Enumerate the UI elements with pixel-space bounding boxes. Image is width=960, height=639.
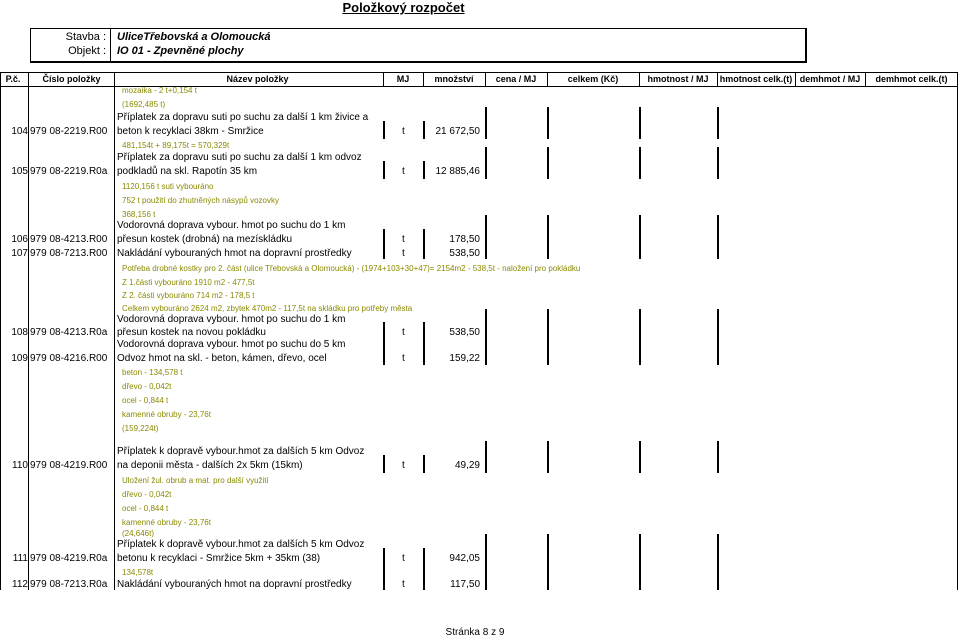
item-number: 112 xyxy=(12,579,28,590)
note: 752 t použití do zhutněných násypů vozovky xyxy=(122,196,279,205)
note: mozaika - 2 t+0,154 t xyxy=(122,86,197,95)
col-hmotnost-mj: hmotnost / MJ xyxy=(647,74,709,84)
item-name: Nakládání vybouraných hmot na dopravní prostředky xyxy=(117,248,352,259)
note: Celkem vybouráno 2624 m2, zbytek 470m2 - 117,5t na skládku pro potřeby města xyxy=(122,304,413,313)
col-cena-mj: cena / MJ xyxy=(495,74,537,84)
col-celkem: celkem (Kč) xyxy=(567,74,619,84)
item-unit: t xyxy=(402,234,405,245)
col-pc: P.č. xyxy=(5,74,21,84)
col-demhmot-mj: demhmot / MJ xyxy=(799,74,861,84)
item-quantity: 942,05 xyxy=(449,553,480,564)
item-name: Příplatek za dopravu suti po suchu za další 1 km odvoz xyxy=(117,152,362,163)
note: Uložení žul. obrub a mat. pro další využití xyxy=(122,476,269,485)
item-code: 979 08-7213.R0a xyxy=(30,579,108,590)
stavba-value: UliceTřebovská a Olomoucká xyxy=(117,31,271,43)
item-quantity: 49,29 xyxy=(454,460,480,471)
item-quantity: 159,22 xyxy=(449,353,480,364)
item-name: Vodorovná doprava vybour. hmot po suchu do 5 km xyxy=(117,339,346,350)
note: (24,646t) xyxy=(122,529,155,538)
col-cislo-polozky: Číslo položky xyxy=(42,74,101,84)
note: 481,154t + 89,175t = 570,329t xyxy=(122,141,230,150)
item-code: 979 08-4213.R00 xyxy=(30,234,108,245)
note: beton - 134,578 t xyxy=(122,368,183,377)
item-quantity: 538,50 xyxy=(449,248,480,259)
note: kamenné obruby - 23,76t xyxy=(122,410,211,419)
item-quantity: 117,50 xyxy=(450,579,480,590)
note: (159,224t) xyxy=(122,424,159,433)
item-unit: t xyxy=(402,248,405,259)
item-name: Odvoz hmot na skl. - beton, kámen, dřevo, ocel xyxy=(117,353,327,364)
item-unit: t xyxy=(402,327,405,338)
page-title: Položkový rozpočet xyxy=(342,0,465,15)
item-name: Vodorovná doprava vybour. hmot po suchu do 1 km xyxy=(117,220,346,231)
item-name: beton k recyklaci 38km - Smržice xyxy=(117,126,264,137)
item-number: 106 xyxy=(11,234,28,245)
item-name: přesun kostek (drobná) na mezískládku xyxy=(117,234,293,245)
note: 368,156 t xyxy=(122,210,156,219)
item-unit: t xyxy=(402,460,405,471)
note: Potřeba drobné kostky pro 2. část (ulice Třebovská a Olomoucká) - (1974+103+30+47)= 2154m2 - 538,5t - naložení pro pokládku xyxy=(122,264,581,273)
item-quantity: 178,50 xyxy=(449,234,480,245)
col-mnozstvi: množství xyxy=(434,74,474,84)
item-unit: t xyxy=(402,579,405,590)
stavba-label: Stavba : xyxy=(65,31,106,43)
note: ocel - 0,844 t xyxy=(122,504,169,513)
note: (1692,485 t) xyxy=(122,100,166,109)
item-number: 110 xyxy=(12,460,28,471)
item-name: přesun kostek na novou pokládku xyxy=(117,327,266,338)
item-quantity: 538,50 xyxy=(449,327,480,338)
item-name: podkladů na skl. Rapotín 35 km xyxy=(117,166,258,177)
item-number: 108 xyxy=(11,327,28,338)
note: dřevo - 0,042t xyxy=(122,382,172,391)
item-number: 104 xyxy=(11,126,28,137)
note: kamenné obruby - 23,76t xyxy=(122,518,211,527)
column-header-row xyxy=(0,72,958,87)
note: 134,578t xyxy=(122,568,154,577)
item-number: 107 xyxy=(11,248,28,259)
note: 1120,156 t suti vybouráno xyxy=(122,182,214,191)
item-name: Vodorovná doprava vybour. hmot po suchu do 1 km xyxy=(117,314,346,325)
item-unit: t xyxy=(402,353,405,364)
item-number: 105 xyxy=(11,166,28,177)
item-code: 979 08-4219.R0a xyxy=(30,553,108,564)
item-code: 979 08-4219.R00 xyxy=(30,460,108,471)
project-header xyxy=(30,28,807,63)
item-name: Příplatek k dopravě vybour.hmot za dalších 5 km Odvoz xyxy=(117,446,365,457)
note: dřevo - 0,042t xyxy=(122,490,172,499)
item-unit: t xyxy=(402,166,405,177)
objekt-label: Objekt : xyxy=(68,45,106,57)
page-number: Stránka 8 z 9 xyxy=(445,627,505,638)
item-number: 111 xyxy=(12,553,28,564)
item-code: 979 08-7213.R00 xyxy=(30,248,108,259)
item-unit: t xyxy=(402,553,405,564)
item-quantity: 12 885,46 xyxy=(435,166,480,177)
item-name: Nakládání vybouraných hmot na dopravní prostředky xyxy=(117,579,352,590)
item-name: betonu k recyklaci - Smržice 5km + 35km (38) xyxy=(117,553,321,564)
objekt-value: IO 01 - Zpevněné plochy xyxy=(117,45,244,57)
item-name: Příplatek k dopravě vybour.hmot za dalších 5 km Odvoz xyxy=(117,539,365,550)
col-hmotnost-celk: hmotnost celk.(t) xyxy=(719,74,793,84)
note: Z 2. části vybouráno 714 m2 - 178,5 t xyxy=(122,291,255,300)
col-mj: MJ xyxy=(396,74,410,84)
item-code: 979 08-2219.R0a xyxy=(30,166,108,177)
col-demhmot-celk: demhmot celk.(t) xyxy=(875,74,948,84)
item-unit: t xyxy=(402,126,405,137)
item-code: 979 08-4213.R0a xyxy=(30,327,108,338)
item-number: 109 xyxy=(11,353,28,364)
note: Z 1.části vybouráno 1910 m2 - 477,5t xyxy=(122,278,255,287)
note: ocel - 0,844 t xyxy=(122,396,169,405)
item-name: Příplatek za dopravu suti po suchu za další 1 km živice a xyxy=(117,112,369,123)
item-code: 979 08-4216.R00 xyxy=(30,353,108,364)
item-name: na deponii města - dalších 2x 5km (15km) xyxy=(117,460,303,471)
item-code: 979 08-2219.R00 xyxy=(30,126,108,137)
item-quantity: 21 672,50 xyxy=(435,126,480,137)
col-nazev-polozky: Název položky xyxy=(226,74,289,84)
